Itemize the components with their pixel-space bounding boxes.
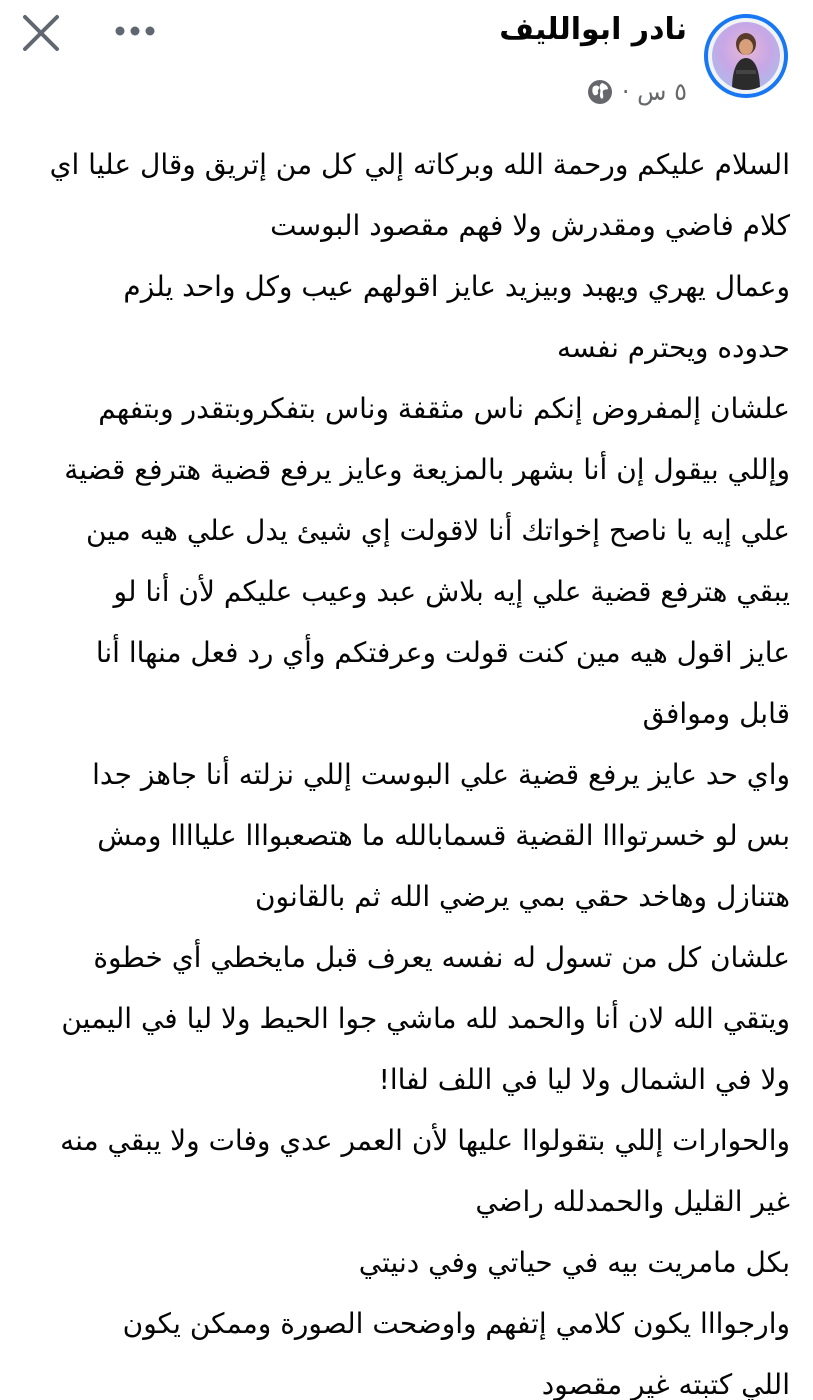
post-body — [28, 134, 790, 1400]
globe-icon — [586, 78, 614, 106]
post-header — [0, 0, 813, 120]
post-text-line: هتنازل وهاخد حقي بمي يرضي الله ثم بالقانون — [254, 880, 790, 913]
post-text-line: بس لو خسرتوااا القضية قسمابالله ما هتصعبوااا علياااا ومش — [97, 819, 790, 852]
more-options-icon[interactable] — [112, 18, 158, 44]
close-icon[interactable] — [20, 12, 62, 54]
avatar-figure-icon — [712, 22, 780, 90]
post-text-line: ويتقي الله لان أنا والحمد لله ماشي جوا الحيط ولا ليا في اليمين — [61, 1002, 790, 1035]
post-text-line: علشان كل من تسول له نفسه يعرف قبل مايخطي أي خطوة — [93, 941, 790, 974]
post-text-line: والحوارات إللي بتقولواا عليها لأن العمر عدي وفات ولا يبقي منه — [60, 1124, 790, 1157]
post-text-line: كلام فاضي ومقدرش ولا فهم مقصود البوست — [270, 209, 790, 242]
avatar[interactable] — [704, 14, 788, 98]
post-text-line: يبقي هترفع قضية علي إيه بلاش عبد وعيب عليكم لأن أنا لو — [113, 575, 790, 608]
post-text-line: واي حد عايز يرفع قضية علي البوست إللي نزلته أنا جاهز جدا — [92, 758, 790, 791]
post-meta — [586, 76, 687, 108]
post-text-line: وارجوااا يكون كلامي إتفهم واوضحت الصورة وممكن يكون — [122, 1307, 790, 1340]
post-text-line: حدوده ويحترم نفسه — [556, 331, 790, 364]
author-name[interactable]: نادر ابوالليف — [499, 12, 687, 47]
post-text-line: ولا في الشمال ولا ليا في اللف لفاا! — [378, 1063, 790, 1096]
post-text-line: اللي كتبته غير مقصود — [541, 1368, 790, 1400]
post-text-line: غير القليل والحمدلله راضي — [475, 1185, 790, 1218]
post-text-line: وإللي بيقول إن أنا بشهر بالمزيعة وعايز يرفع قضية هترفع قضية — [64, 453, 790, 486]
post-timestamp[interactable]: ٥ س · — [621, 78, 687, 106]
post-text-line: علي إيه يا ناصح إخواتك أنا لاقولت إي شيئ يدل علي هيه مين — [86, 514, 790, 547]
post-text-line: علشان إلمفروض إنكم ناس مثقفة وناس بتفكروبتقدر وبتفهم — [98, 392, 790, 425]
post-text-line: عايز اقول هيه مين كنت قولت وعرفتكم وأي رد فعل منهاا أنا — [95, 636, 790, 669]
post-text-line: قابل وموافق — [642, 697, 790, 730]
post-text-line: السلام عليكم ورحمة الله وبركاته إلي كل من إتريق وقال عليا اي — [49, 148, 790, 181]
post-text-line: بكل مامريت بيه في حياتي وفي دنيتي — [358, 1246, 790, 1279]
post-text-line: وعمال يهري ويهبد وبيزيد عايز اقولهم عيب وكل واحد يلزم — [123, 270, 790, 303]
